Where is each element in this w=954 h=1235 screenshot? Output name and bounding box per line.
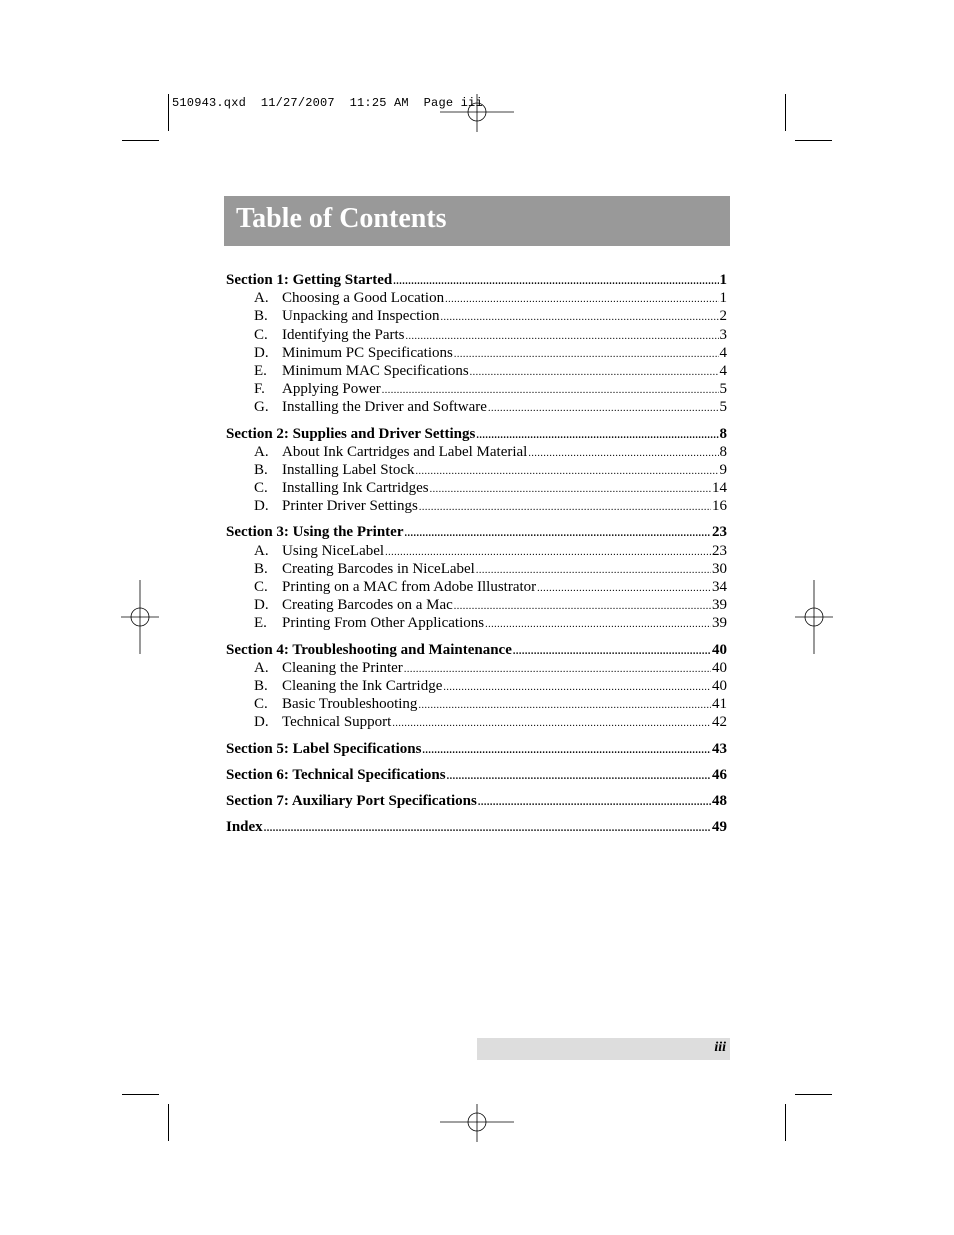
toc-page-number: 40: [712, 659, 727, 676]
toc-item[interactable]: [226, 461, 727, 479]
toc-item[interactable]: [226, 560, 727, 578]
crop-mark: [168, 1104, 169, 1141]
toc-page-number: 42: [712, 714, 727, 731]
toc-item-label: Installing Label Stock: [282, 461, 415, 478]
dot-leader: [404, 661, 711, 679]
dot-leader: [440, 309, 718, 327]
toc-item-label: Creating Barcodes in NiceLabel: [282, 560, 475, 577]
footer-bar: [477, 1038, 730, 1060]
toc-section-4: [226, 641, 727, 732]
toc-item[interactable]: [226, 614, 727, 632]
toc-item-label: Unpacking and Inspection: [282, 308, 440, 325]
toc-item-letter: B.: [254, 560, 268, 577]
table-of-contents: [226, 271, 727, 844]
page-number: iii: [714, 1040, 726, 1055]
toc-item-letter: E.: [254, 362, 267, 379]
toc-item-label: Installing Ink Cartridges: [282, 480, 429, 497]
toc-item-label: About Ink Cartridges and Label Material: [282, 443, 528, 460]
registration-mark-icon: [795, 580, 835, 656]
toc-page-number: 2: [719, 308, 727, 325]
toc-item[interactable]: [226, 542, 727, 560]
toc-section-entry[interactable]: [226, 523, 727, 541]
toc-item-label: Cleaning the Printer: [282, 659, 403, 676]
toc-page-number: 30: [712, 560, 727, 577]
toc-item-label: Basic Troubleshooting: [282, 696, 418, 713]
dot-leader: [445, 291, 718, 309]
toc-index: [226, 818, 727, 836]
toc-item-label: Choosing a Good Location: [282, 290, 445, 307]
toc-section-entry[interactable]: [226, 740, 727, 758]
crop-mark: [122, 1094, 159, 1095]
toc-section-7: [226, 792, 727, 810]
toc-item-letter: A.: [254, 542, 269, 559]
toc-item-letter: E.: [254, 615, 267, 632]
toc-section-5: [226, 740, 727, 758]
toc-item[interactable]: [226, 380, 727, 398]
toc-page-number: 16: [712, 498, 727, 515]
toc-section-entry[interactable]: [226, 818, 727, 836]
toc-item-letter: B.: [254, 308, 268, 325]
toc-item-label: Technical Support: [282, 714, 392, 731]
toc-item-label: Using NiceLabel: [282, 542, 385, 559]
toc-item-label: Cleaning the Ink Cartridge: [282, 677, 443, 694]
toc-item-label: Printing From Other Applications: [282, 615, 485, 632]
toc-section-entry[interactable]: [226, 766, 727, 784]
crop-mark: [122, 140, 159, 141]
toc-page-number: 4: [719, 362, 727, 379]
toc-section-3: [226, 523, 727, 632]
toc-page-number: 48: [712, 792, 727, 809]
dot-leader: [470, 364, 719, 382]
toc-item[interactable]: [226, 578, 727, 596]
dot-leader: [404, 525, 711, 543]
registration-mark-icon: [440, 94, 516, 134]
toc-section-2: [226, 425, 727, 516]
dot-leader: [454, 598, 711, 616]
toc-item-letter: C.: [254, 696, 268, 713]
dot-leader: [422, 742, 711, 760]
toc-page-number: 8: [719, 443, 727, 460]
toc-section-entry[interactable]: [226, 425, 727, 443]
toc-item-label: Minimum PC Specifications: [282, 344, 453, 361]
toc-item-label: Printer Driver Settings: [282, 498, 418, 515]
toc-page-number: 46: [712, 766, 727, 783]
dot-leader: [478, 794, 711, 812]
toc-page-number: 3: [719, 326, 727, 343]
dot-leader: [513, 643, 711, 661]
crop-mark: [795, 140, 832, 141]
toc-section-entry[interactable]: [226, 271, 727, 289]
toc-item[interactable]: [226, 344, 727, 362]
toc-section-label: Index: [226, 819, 263, 836]
toc-item-letter: C.: [254, 326, 268, 343]
toc-item[interactable]: [226, 443, 727, 461]
toc-item-letter: D.: [254, 597, 269, 614]
toc-page-number: 39: [712, 615, 727, 632]
dot-leader: [264, 820, 711, 838]
toc-section-1: [226, 271, 727, 417]
toc-page-number: 40: [712, 677, 727, 694]
toc-section-label: Section 1: Getting Started: [226, 272, 393, 288]
dot-leader: [418, 697, 711, 715]
toc-item-label: Installing the Driver and Software: [282, 399, 487, 416]
toc-item-letter: C.: [254, 579, 268, 595]
toc-section-entry[interactable]: [226, 641, 727, 659]
toc-page-number: 5: [719, 381, 727, 398]
toc-page-number: 39: [712, 597, 727, 614]
toc-page-number: 8: [719, 425, 727, 442]
dot-leader: [537, 580, 711, 598]
toc-item-letter: F.: [254, 381, 265, 398]
toc-item-letter: D.: [254, 498, 269, 515]
toc-page-number: 9: [719, 461, 727, 478]
crop-mark: [168, 94, 169, 131]
toc-page-number: 5: [719, 399, 727, 416]
dot-leader: [454, 346, 719, 364]
toc-item[interactable]: [226, 695, 727, 713]
toc-item[interactable]: [226, 307, 727, 325]
toc-item-letter: A.: [254, 290, 269, 307]
toc-page-number: 49: [712, 819, 727, 836]
toc-item[interactable]: [226, 289, 727, 307]
toc-item-label: Creating Barcodes on a Mac: [282, 597, 453, 614]
toc-section-label: Section 6: Technical Specifications: [226, 766, 446, 783]
toc-page-number: 23: [712, 524, 727, 541]
toc-item-letter: G.: [254, 399, 269, 416]
toc-item[interactable]: [226, 479, 727, 497]
toc-item-letter: D.: [254, 344, 269, 361]
page-title: Table of Contents: [236, 203, 447, 234]
toc-item-letter: A.: [254, 659, 269, 676]
crop-mark: [795, 1094, 832, 1095]
toc-page-number: 40: [712, 641, 727, 658]
toc-item[interactable]: [226, 326, 727, 344]
toc-item-letter: B.: [254, 461, 268, 478]
toc-item[interactable]: [226, 596, 727, 614]
toc-item-letter: D.: [254, 714, 269, 731]
crop-mark: [785, 1104, 786, 1141]
toc-section-label: Section 2: Supplies and Driver Settings: [226, 425, 476, 442]
crop-mark: [785, 94, 786, 131]
toc-section-label: Section 4: Troubleshooting and Maintenance: [226, 641, 512, 658]
toc-item[interactable]: [226, 713, 727, 731]
toc-page-number: 34: [712, 579, 727, 595]
toc-section-label: Section 3: Using the Printer: [226, 524, 404, 541]
toc-item[interactable]: [226, 659, 727, 677]
dot-leader: [392, 715, 711, 733]
toc-page-number: 14: [712, 480, 727, 497]
toc-page-number: 41: [712, 696, 727, 713]
toc-item-label: Identifying the Parts: [282, 326, 405, 343]
toc-item[interactable]: [226, 362, 727, 380]
toc-item-letter: A.: [254, 443, 269, 460]
toc-item[interactable]: [226, 497, 727, 515]
toc-item[interactable]: [226, 398, 727, 416]
dot-leader: [415, 463, 718, 481]
toc-item-letter: B.: [254, 677, 268, 694]
registration-mark-icon: [121, 580, 161, 656]
dot-leader: [419, 499, 711, 517]
toc-section-6: [226, 766, 727, 784]
dot-leader: [443, 679, 711, 697]
toc-section-label: Section 5: Label Specifications: [226, 740, 422, 757]
dot-leader: [430, 481, 711, 499]
dot-leader: [528, 445, 718, 463]
file-slug: 510943.qxd 11/27/2007 11:25 AM Page iii: [172, 96, 483, 110]
toc-page-number: 43: [712, 740, 727, 757]
toc-item-letter: C.: [254, 480, 268, 497]
toc-section-label: Section 7: Auxiliary Port Specifications: [226, 792, 477, 809]
toc-page-number: 4: [719, 344, 727, 361]
title-banner: [224, 196, 730, 246]
toc-item-label: Applying Power: [282, 381, 381, 398]
toc-page-number: 23: [712, 542, 727, 559]
registration-mark-icon: [440, 1104, 516, 1144]
toc-page-number: 1: [719, 290, 727, 307]
toc-item[interactable]: [226, 677, 727, 695]
toc-item-label: Minimum MAC Specifications: [282, 362, 469, 379]
dot-leader: [485, 616, 711, 634]
toc-section-entry[interactable]: [226, 792, 727, 810]
dot-leader: [488, 400, 719, 418]
toc-item-label: Printing on a MAC from Adobe Illustrator: [282, 579, 537, 595]
toc-page-number: 1: [719, 272, 727, 288]
dot-leader: [447, 768, 711, 786]
